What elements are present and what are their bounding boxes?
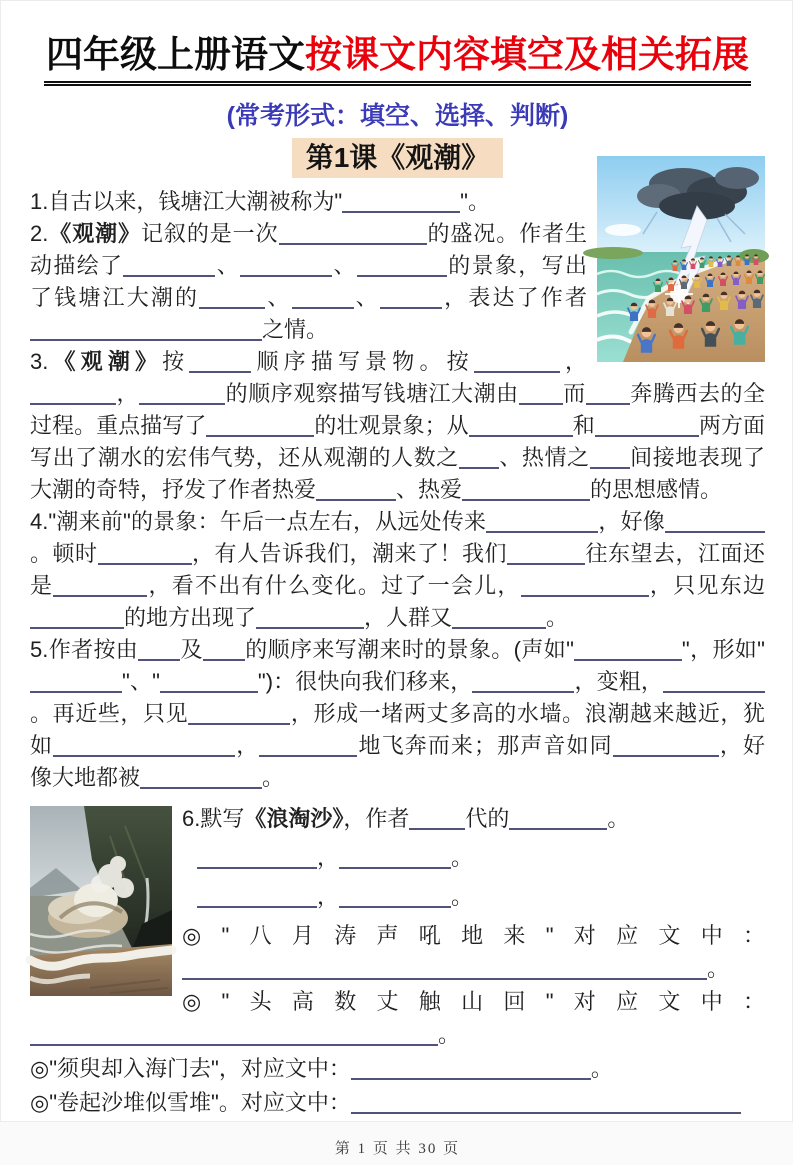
- text-segment: 、: [265, 285, 292, 311]
- page-title: [30, 34, 765, 86]
- blank-line: [613, 755, 719, 757]
- text-segment: 、: [215, 253, 241, 279]
- text-segment: 、: [353, 285, 380, 311]
- text-segment: 、: [332, 253, 357, 279]
- page-title-text: [44, 34, 751, 86]
- text-segment: 的顺序观察描写钱塘江大潮由: [225, 381, 519, 407]
- blank-line: [474, 371, 560, 373]
- blank-line: [357, 275, 447, 277]
- text-segment: "，形如": [681, 637, 765, 663]
- text-segment: 《浪淘沙》: [244, 806, 344, 832]
- title-grade-part: 四年级上册语文: [46, 34, 305, 75]
- text-segment: ，: [559, 349, 587, 375]
- text-segment: 。: [590, 1056, 613, 1082]
- blank-line: [459, 467, 499, 469]
- text-segment: 往东望去，江面还是: [30, 541, 765, 599]
- waves-cliff-graphic: [30, 806, 172, 996]
- text-segment: ，看不出有什么变化。过了一会儿，: [147, 573, 521, 599]
- text-segment: 。: [607, 806, 630, 832]
- text-segment: 的景象，写出了钱塘江大潮的: [30, 253, 587, 311]
- blank-line: [586, 403, 630, 405]
- blank-line: [188, 723, 290, 725]
- text-segment: 。: [546, 605, 569, 631]
- text-segment: ◎"卷起沙堆似雪堆"。对应文中：: [30, 1090, 351, 1116]
- text-segment: 。: [262, 765, 285, 791]
- text-segment: 两方面写出了潮水的宏伟气势，还从观潮的人数之: [30, 413, 765, 471]
- blank-line: [663, 691, 765, 693]
- blank-line: [140, 787, 262, 789]
- text-segment: 而: [562, 381, 586, 407]
- blank-line: [452, 627, 546, 629]
- blank-line: [380, 307, 442, 309]
- storm-tide-crowd-illustration: [597, 156, 765, 362]
- blank-line: [339, 867, 451, 869]
- lesson-heading: 第1课《观潮》: [292, 138, 504, 179]
- blank-line: [574, 659, 682, 661]
- couplet-item-3: [30, 1052, 765, 1085]
- text-segment: 按: [162, 349, 190, 375]
- text-segment: 奔腾西去的全过程。重点描写了: [30, 381, 765, 439]
- question-3: [30, 346, 765, 506]
- text-segment: 。: [438, 1022, 461, 1048]
- blank-line: [665, 531, 765, 533]
- blank-line: [189, 371, 251, 373]
- blank-line: [509, 828, 607, 830]
- text-segment: 代的: [465, 806, 510, 832]
- blank-line: [469, 435, 573, 437]
- blank-line: [409, 828, 465, 830]
- text-segment: 的盛况。作者生动描绘了: [30, 221, 587, 279]
- text-segment: 。顿时: [30, 541, 98, 567]
- text-segment: ◎"八月涛声吼地来"对应文中：: [182, 923, 765, 949]
- text-segment: 和: [572, 413, 595, 439]
- blank-line: [595, 435, 699, 437]
- text-segment: 2.: [30, 221, 49, 247]
- blank-line: [53, 595, 147, 597]
- blank-line: [259, 755, 357, 757]
- text-segment: ")：很快向我们移来，: [257, 669, 473, 695]
- blank-line: [30, 691, 122, 693]
- blank-line: [240, 275, 332, 277]
- text-segment: ，: [317, 884, 340, 910]
- blank-line: [30, 339, 170, 341]
- title-topic-part: 按课文内容填空及相关拓展: [305, 34, 749, 75]
- subtitle-exam-forms: (常考形式：填空、选择、判断): [226, 101, 569, 130]
- blank-line: [342, 211, 460, 213]
- blank-line: [519, 403, 563, 405]
- text-segment: 。: [451, 884, 474, 910]
- text-segment: "。: [460, 189, 490, 215]
- page-number: 第 1 页 共 30 页: [334, 1141, 461, 1158]
- text-segment: 地飞奔而来；那声音如同: [357, 733, 613, 759]
- blank-line: [203, 659, 245, 661]
- text-segment: 、热情之: [498, 445, 590, 471]
- text-segment: 3.: [30, 349, 49, 375]
- text-segment: 。再近些，只见: [30, 701, 189, 727]
- question-4: [30, 506, 765, 634]
- blank-line: [462, 499, 590, 501]
- blank-line: [256, 627, 364, 629]
- blank-line: [182, 978, 482, 980]
- blank-line: [351, 1112, 741, 1114]
- text-segment: 6.默写: [182, 806, 245, 832]
- blank-line: [507, 563, 585, 565]
- text-segment: ，好像大地都被: [30, 733, 765, 791]
- worksheet-body: [30, 186, 765, 1165]
- blank-line: [351, 1078, 591, 1080]
- text-segment: 的思想感情。: [590, 477, 723, 503]
- blank-line: [30, 403, 116, 405]
- blank-line: [170, 339, 262, 341]
- text-segment: ◎"头高数丈触山回"对应文中：: [182, 989, 765, 1015]
- blank-line: [123, 275, 215, 277]
- couplet-items-tail: [30, 1052, 765, 1119]
- blank-line: [486, 531, 598, 533]
- blank-line: [339, 906, 451, 908]
- text-segment: ，人群又: [364, 605, 453, 631]
- text-segment: 1.自古以来，钱塘江大潮被称为": [30, 189, 343, 215]
- text-segment: ，变粗，: [574, 669, 663, 695]
- text-segment: ，好像: [598, 509, 665, 535]
- waves-crashing-on-cliff-photo: [30, 806, 172, 996]
- blank-line: [590, 467, 630, 469]
- text-segment: 、热爱: [396, 477, 463, 503]
- text-segment: ，形成一堵两丈多高的水墙。浪潮越来越近，犹如: [30, 701, 765, 759]
- text-segment: ◎"须臾却入海门去"，对应文中：: [30, 1056, 351, 1082]
- text-segment: 之情。: [262, 317, 329, 343]
- blank-line: [138, 659, 180, 661]
- blank-line: [482, 978, 707, 980]
- storm-tide-crowd-graphic: [597, 156, 765, 362]
- text-segment: 《观潮》: [48, 349, 163, 375]
- blank-line: [30, 1044, 330, 1046]
- blank-line: [139, 403, 225, 405]
- blank-line: [30, 627, 124, 629]
- text-segment: 顺序描写景物。按: [251, 349, 474, 375]
- blank-line: [197, 906, 317, 908]
- text-segment: ，: [235, 733, 260, 759]
- question-5: [30, 634, 765, 794]
- text-segment: ，表达了作者: [441, 285, 587, 311]
- text-segment: 《观潮》: [48, 221, 141, 247]
- blank-line: [160, 691, 258, 693]
- blank-line: [279, 243, 427, 245]
- text-segment: 的壮观景象；从: [314, 413, 469, 439]
- text-segment: ，: [317, 845, 340, 871]
- blank-line: [98, 563, 192, 565]
- blank-line: [521, 595, 649, 597]
- blank-line: [472, 691, 574, 693]
- blank-line: [330, 1044, 438, 1046]
- blank-line: [316, 499, 396, 501]
- text-segment: ，只见东边: [648, 573, 765, 599]
- blank-line: [197, 867, 317, 869]
- text-segment: ，: [116, 381, 140, 407]
- text-segment: 的地方出现了: [124, 605, 257, 631]
- text-segment: 。: [451, 845, 474, 871]
- couplet-item-4: [30, 1086, 765, 1119]
- text-segment: ，有人告诉我们，潮来了！我们: [191, 541, 507, 567]
- blank-line: [53, 755, 235, 757]
- text-segment: 记叙的是一次: [140, 221, 279, 247]
- blank-line: [292, 307, 354, 309]
- text-segment: 及: [180, 637, 203, 663]
- text-segment: "、": [122, 669, 160, 695]
- text-segment: 间接地表现了大潮的奇特，抒发了作者热爱: [30, 445, 765, 503]
- blank-line: [199, 307, 265, 309]
- blank-line: [206, 435, 314, 437]
- text-segment: 的顺序来写潮来时的景象。(声如": [244, 637, 574, 663]
- question-6-block: [30, 802, 765, 1051]
- text-segment: ，作者: [343, 806, 410, 832]
- text-segment: 5.作者按由: [30, 637, 139, 663]
- text-segment: 4."潮来前"的景象：午后一点左右，从远处传来: [30, 509, 487, 535]
- text-segment: 。: [707, 956, 730, 982]
